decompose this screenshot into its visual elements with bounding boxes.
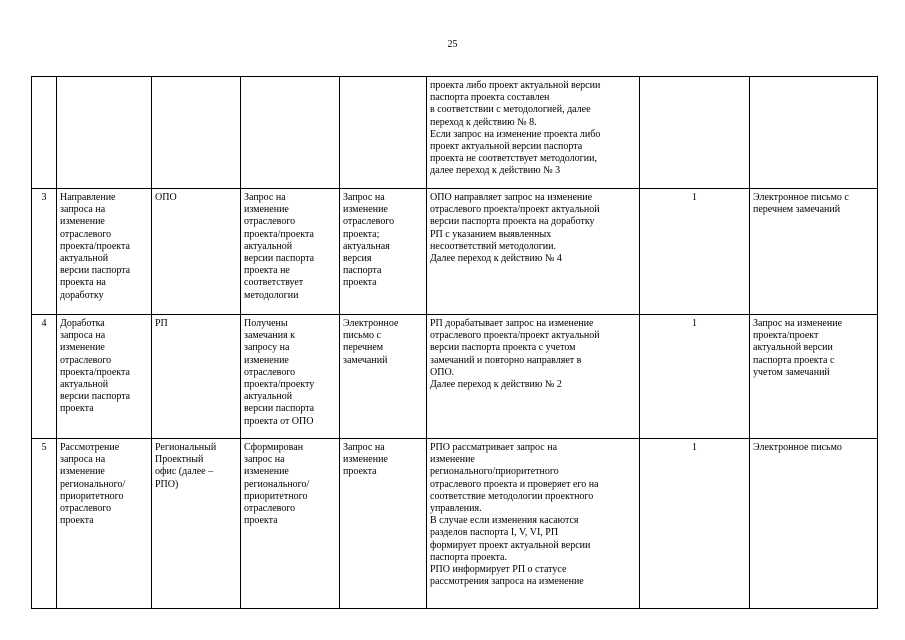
action-description-cell: РП дорабатывает запрос на изменение отраслевого проекта/проект актуальной версии паспорта проекта с учетом замечаний и повторно направляет в ОПО. Далее переход к действию № 2 [427, 315, 640, 439]
input-cell [340, 77, 427, 189]
executor-cell: Региональный Проектный офис (далее – РПО) [152, 439, 241, 609]
input-cell: Запрос на изменение отраслевого проекта; актуальная версия паспорта проекта [340, 189, 427, 315]
page-number: 25 [447, 39, 458, 50]
step-number-cell [32, 77, 57, 189]
step-name-cell: Направление запроса на изменение отраслевого проекта/проекта актуальной версии паспорта проекта на доработку [57, 189, 152, 315]
count-cell: 1 [640, 189, 750, 315]
executor-cell: ОПО [152, 189, 241, 315]
count-cell: 1 [640, 439, 750, 609]
output-cell: Электронное письмо [750, 439, 878, 609]
action-description-cell: РПО рассматривает запрос на изменение регионального/приоритетного отраслевого проекта и проверяет его на соответствие методологии проектного управления. В случае если изменения касаются разделов паспорта I, V, VI, РП формирует проект актуальной версии паспорта проекта. РПО информирует РП о статусе рассмотрения запроса на изменение [427, 439, 640, 609]
count-cell: 1 [640, 315, 750, 439]
output-cell: Запрос на изменение проекта/проект актуальной версии паспорта проекта с учетом замечаний [750, 315, 878, 439]
input-cell: Запрос на изменение проекта [340, 439, 427, 609]
table-row [32, 77, 878, 189]
step-name-cell [57, 77, 152, 189]
output-cell: Электронное письмо с перечнем замечаний [750, 189, 878, 315]
count-cell [640, 77, 750, 189]
step-number-cell: 4 [32, 315, 57, 439]
condition-cell [241, 77, 340, 189]
action-description-cell: ОПО направляет запрос на изменение отраслевого проекта/проект актуальной версии паспорта проекта на доработку РП с указанием выявленных несоответствий методологии. Далее переход к действию № 4 [427, 189, 640, 315]
condition-cell: Запрос на изменение отраслевого проекта/проекта актуальной версии паспорта проекта не соответствует методологии [241, 189, 340, 315]
executor-cell: РП [152, 315, 241, 439]
condition-cell: Сформирован запрос на изменение регионального/ приоритетного отраслевого проекта [241, 439, 340, 609]
condition-cell: Получены замечания к запросу на изменение отраслевого проекта/проекту актуальной версии паспорта проекта от ОПО [241, 315, 340, 439]
step-number-cell: 5 [32, 439, 57, 609]
step-name-cell: Доработка запроса на изменение отраслевого проекта/проекта актуальной версии паспорта проекта [57, 315, 152, 439]
input-cell: Электронное письмо с перечнем замечаний [340, 315, 427, 439]
action-description-cell: проекта либо проект актуальной версии паспорта проекта составлен в соответствии с методологией, далее переход к действию № 8. Если запрос на изменение проекта либо проект актуальной версии паспорта проекта не соответствует методологии, далее переход к действию № 3 [427, 77, 640, 189]
step-number-cell: 3 [32, 189, 57, 315]
process-table [31, 76, 878, 609]
executor-cell [152, 77, 241, 189]
step-name-cell: Рассмотрение запроса на изменение регионального/ приоритетного отраслевого проекта [57, 439, 152, 609]
table-row [32, 189, 878, 315]
table-row [32, 439, 878, 609]
table-row [32, 315, 878, 439]
output-cell [750, 77, 878, 189]
